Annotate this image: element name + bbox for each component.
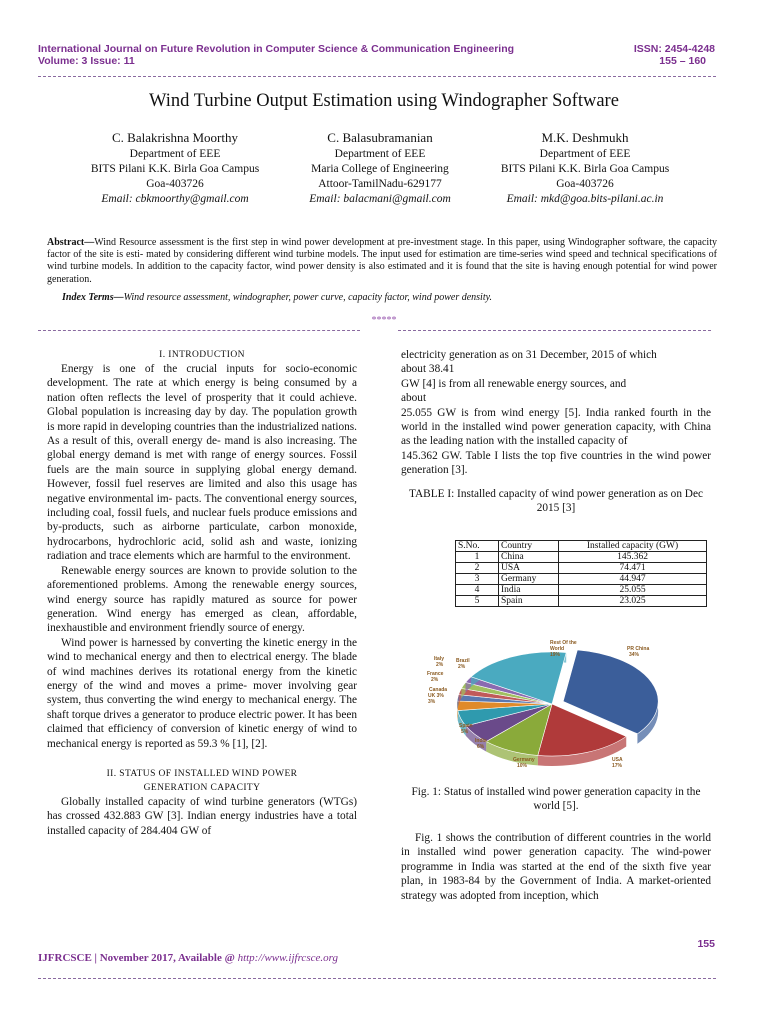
table-cell: China <box>499 552 559 563</box>
right-paragraph-2: 145.362 GW. Table I lists the top five countries in the wind power generation [3]. <box>401 449 711 477</box>
table-row <box>456 563 707 574</box>
table-caption: TABLE I: Installed capacity of wind power generation as on Dec 2015 [3] <box>409 487 703 515</box>
author-3 <box>470 130 700 207</box>
abstract-label: Abstract— <box>47 237 95 248</box>
table-cell: 44.947 <box>559 574 707 585</box>
pie-label-spain: Spain 5% <box>459 723 473 735</box>
pie-label-china: PR China 34% <box>627 646 650 658</box>
pie-label-uk: UK 3% 3% <box>428 693 444 705</box>
pie-label-canada: Canada <box>429 687 448 693</box>
table-installed-capacity <box>455 540 707 607</box>
pie-label-brazil: Brazil 2% <box>456 658 470 670</box>
author-inst: BITS Pilani K.K. Birla Goa Campus <box>90 163 260 175</box>
table-cell: 4 <box>456 585 499 596</box>
table-row <box>456 574 707 585</box>
right-line-4: about <box>401 392 427 405</box>
left-column <box>47 348 357 838</box>
footer-text <box>38 952 338 964</box>
right-paragraph-3: Fig. 1 shows the contribution of different countries in the world in installed wind power generation capacity. The wind-power programme in India was started at the end of the sixth five year plan, in 1983-84 by the Government of India. A market-oriented strategy was adopted from inception, which <box>401 832 711 902</box>
status-paragraph-1: Globally installed capacity of wind turbine generators (WTGs) has crossed 432.883 GW [3]. Indian energy industries have a total installed capacity of 284.404 GW of <box>47 795 357 837</box>
issn: ISSN: 2454-4248 <box>633 43 715 55</box>
table-header-cell: Installed capacity (GW) <box>559 541 707 552</box>
table-cell: 2 <box>456 563 499 574</box>
pie-label-italy: Italy 2% <box>434 656 445 668</box>
intro-paragraph-2: Renewable energy sources are known to provide solution to the aforementioned problems. Among the renewable energy sources, wind energy source has rapidly matured as source for power generation. Wind energy has emerged as clean, affordable, inexhaustible and environment friendly source of energy. <box>47 564 357 635</box>
pie-label-france: France 2% <box>427 671 444 683</box>
separator-stars: ***** <box>371 315 397 326</box>
section-heading-status-1: II. STATUS OF INSTALLED WIND POWER <box>106 768 298 779</box>
author-name: M.K. Deshmukh <box>541 130 629 145</box>
right-line-1: electricity generation as on 31 December, 2015 of which <box>401 349 657 361</box>
pie-label-india: India 6% <box>475 738 487 750</box>
table-header-row <box>456 541 707 552</box>
table-cell: USA <box>499 563 559 574</box>
author-1 <box>60 130 290 207</box>
right-line-2: about 38.41 <box>401 363 455 376</box>
table-cell: 23.025 <box>559 596 707 607</box>
separator-rule-right <box>398 330 711 331</box>
table-cell: 25.055 <box>559 585 707 596</box>
pie-slices <box>457 650 658 766</box>
author-loc: Goa-403726 <box>556 178 614 190</box>
table-cell: 5 <box>456 596 499 607</box>
pie-label-usa: USA 17% <box>612 757 623 769</box>
page-number: 155 <box>697 938 715 950</box>
table-cell: 1 <box>456 552 499 563</box>
header-rule <box>38 76 716 77</box>
intro-paragraph-1: Energy is one of the crucial inputs for socio-economic development. The rate at which energy is being consumed by a nation often reflects the level of prosperity that it could achieve. Global population is increasing day by day. The population growth is more rapid in developing countries than the industrialized nations. As a result of this, overall energy de- mand is also increasing. The global energy demand is met with range of energy sources. Fossil fuels are the main source in supplying global energy demand. However, fossil fuel reserves are limited and also this usage has negative environmental im- pacts. The conventional energy sources, including coal, fossil fuels, and nuclear fuels produce emissions and by-products, such as airborne particulate, carbon monoxide, hydrocarbons, hydrochloric acid, solid ash and waste, ionizing radiation and trace elements which are harmful to the environment. <box>47 363 357 563</box>
footer-label: IJFRCSCE | November 2017, Available @ <box>38 952 235 964</box>
figure-caption: Fig. 1: Status of installed wind power generation capacity in the world [5]. <box>411 786 701 813</box>
index-terms-text: Wind resource assessment, windographer, power curve, capacity factor, wind power density. <box>123 292 492 303</box>
right-column-top <box>401 348 711 515</box>
pie-chart-wind-capacity <box>422 624 680 782</box>
intro-paragraph-3: Wind power is harnessed by converting the kinetic energy in the wind to mechanical energy and then to electrical energy. The blade of wind machines derives its rotational energy from the kinetic energy of the wind and moves a prime- mover involving gear system, thus converting the wind energy to mechanical energy. The shaft torque drives a generator to produce electric power. It has been claimed that efficiency of conversion of kinetic energy of wind to mechanical energy is reported as 59.3 % [1], [2]. <box>47 636 357 750</box>
index-terms <box>62 292 492 303</box>
separator-rule-left <box>38 330 360 331</box>
page-range: 155 – 160 <box>659 55 706 67</box>
table-cell: India <box>499 585 559 596</box>
right-column-bottom <box>401 831 711 903</box>
paper-title: Wind Turbine Output Estimation using Windographer Software <box>149 91 619 111</box>
table-row <box>456 596 707 607</box>
author-name: C. Balasubramanian <box>327 130 433 145</box>
author-email: Email: balacmani@gmail.com <box>309 193 451 205</box>
abstract <box>47 237 717 286</box>
author-dept: Department of EEE <box>539 148 631 160</box>
table-header-cell: S.No. <box>456 541 499 552</box>
author-2 <box>265 130 495 207</box>
table-row <box>456 585 707 596</box>
author-dept: Department of EEE <box>334 148 426 160</box>
table-cell: 74.471 <box>559 563 707 574</box>
author-email: Email: cbkmoorthy@gmail.com <box>101 193 249 205</box>
right-paragraph-1: 25.055 GW is from wind energy [5]. India ranked fourth in the world in the installed wind power generation capacity, with China as the leading nation with the installed capacity of <box>401 406 711 448</box>
author-name: C. Balakrishna Moorthy <box>111 130 238 145</box>
right-line-3: GW [4] is from all renewable energy sources, and <box>401 377 627 390</box>
table-cell: 3 <box>456 574 499 585</box>
volume-issue: Volume: 3 Issue: 11 <box>38 55 135 67</box>
author-loc: Attoor-TamilNadu-629177 <box>318 178 442 190</box>
footer-url[interactable]: http://www.ijfrcsce.org <box>237 952 338 964</box>
footer-rule <box>38 978 716 979</box>
author-inst: Maria College of Engineering <box>311 163 449 175</box>
table-cell: Spain <box>499 596 559 607</box>
author-loc: Goa-403726 <box>146 178 204 190</box>
table-row <box>456 552 707 563</box>
author-inst: BITS Pilani K.K. Birla Goa Campus <box>500 163 670 175</box>
table-cell: Germany <box>499 574 559 585</box>
section-heading-introduction: I. INTRODUCTION <box>159 350 245 360</box>
section-heading-status-2: GENERATION CAPACITY <box>143 782 261 793</box>
pie-label-rest: Rest Of the World 19% <box>550 640 577 658</box>
pie-label-germany: Germany 10% <box>513 757 535 769</box>
journal-name: International Journal on Future Revolution in Computer Science & Communication Engineering <box>38 43 515 55</box>
table-cell: 145.362 <box>559 552 707 563</box>
index-terms-label: Index Terms— <box>62 292 124 303</box>
author-dept: Department of EEE <box>129 148 221 160</box>
author-email: Email: mkd@goa.bits-pilani.ac.in <box>506 193 664 205</box>
table-header-cell: Country <box>499 541 559 552</box>
abstract-text: Wind Resource assessment is the first step in wind power development at pre-investment stage. In this paper, using Windographer software, the capacity factor of the site is esti- mated by considering different wind turbine models. The input used for estimation are time-series wind speed and technical specifications of wind turbine models. In addition to the capacity factor, wind power density is also estimated and it is found that the site is having enough potential for wind power generation. <box>47 237 717 285</box>
